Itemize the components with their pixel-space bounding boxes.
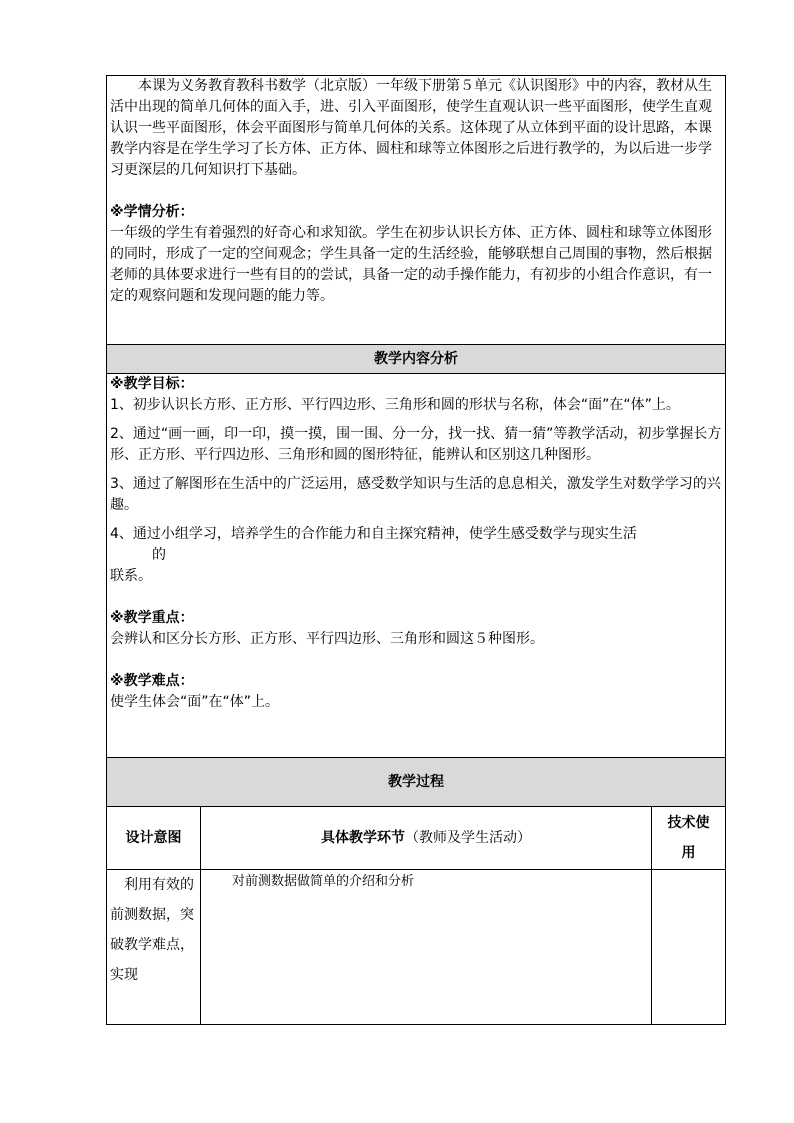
- content-analysis-header: 教学内容分析: [107, 345, 726, 374]
- teaching-focus-text: 会辨认和区分长方形、正方形、平行四边形、三角形和圆这５种图形。: [110, 631, 544, 647]
- column-header-intent: 设计意图: [107, 807, 201, 870]
- goal-item: 3、通过了解图形在生活中的广泛运用，感受数学知识与生活的息息相关，激发学生对数学学习的兴趣。: [110, 476, 721, 513]
- teaching-steps-text: 对前测数据做简单的介绍和分析: [232, 874, 415, 889]
- goal-item-continuation: 联系。: [110, 568, 152, 584]
- goal-item: 4、通过小组学习，培养学生的合作能力和自主探究精神，使学生感受数学与现实生活: [110, 526, 637, 542]
- goals-title: ※教学目标：: [110, 376, 194, 392]
- background-cell: [107, 76, 726, 345]
- process-column-headers: [107, 807, 726, 870]
- lesson-plan-table: [106, 75, 726, 1025]
- design-intent-text: 利用有效的前测数据，突破教学难点，实现: [110, 877, 194, 983]
- tech-use-cell: [652, 870, 726, 1025]
- process-header: 教学过程: [107, 758, 726, 807]
- column-header-steps: [201, 807, 652, 870]
- column-header-steps-bold: 具体教学环节: [321, 829, 405, 846]
- column-header-tech-line1: 技术使: [667, 815, 710, 831]
- teaching-focus-title: ※教学重点：: [110, 610, 194, 626]
- teaching-difficulty-title: ※教学难点：: [110, 673, 194, 689]
- content-analysis-cell: [107, 374, 726, 758]
- column-header-steps-note: （教师及学生活动）: [405, 829, 531, 846]
- teaching-steps-cell: [201, 870, 652, 1025]
- column-header-tech: [652, 807, 726, 870]
- process-row: [107, 870, 726, 1025]
- textbook-intro-paragraph: 本课为义务教育教科书数学（北京版）一年级下册第５单元《认识图形》中的内容，教材从生活中出现的简单几何体的面入手，进、引入平面图形，使学生直观认识一些平面图形，使学生直观认识一些平面图形，体会平面图形与简单几何体的关系。这体现了从立体到平面的设计思路，本课教学内容是在学生学习了长方体、正方体、圆柱和球等立体图形之后进行教学的，为以后进一步学习更深层的几何知识打下基础。: [110, 78, 712, 178]
- student-analysis-title: ※学情分析：: [110, 204, 194, 220]
- teaching-difficulty-text: 使学生体会“面”在“体”上。: [110, 694, 280, 710]
- design-intent-cell: [107, 870, 201, 1025]
- content-analysis-row: [107, 374, 726, 758]
- goal-item: 2、通过“画一画，印一印，摸一摸，围一围、分一分，找一找、猜一猜”等教学活动，初步掌握长方形、正方形、平行四边形、三角形和圆的图形特征，能辨认和区别这几种图形。: [110, 426, 722, 463]
- column-header-tech-line2: 用: [681, 845, 696, 861]
- student-analysis-text: 一年级的学生有着强烈的好奇心和求知欲。学生在初步认识长方体、正方体、圆柱和球等立体图形的同时，形成了一定的空间观念；学生具备一定的生活经验，能够联想自己周围的事物，然后根据老师的具体要求进行一些有目的的尝试，具备一定的动手操作能力，有初步的小组合作意识，有一定的观察问题和发现问题的能力等。: [110, 225, 712, 304]
- content-analysis-header-row: [107, 345, 726, 374]
- background-row: [107, 76, 726, 345]
- goal-item: 1、初步认识长方形、正方形、平行四边形、三角形和圆的形状与名称，体会“面”在“体”上。: [110, 397, 680, 413]
- goal-item-continuation: 的: [152, 547, 166, 563]
- process-header-row: [107, 758, 726, 807]
